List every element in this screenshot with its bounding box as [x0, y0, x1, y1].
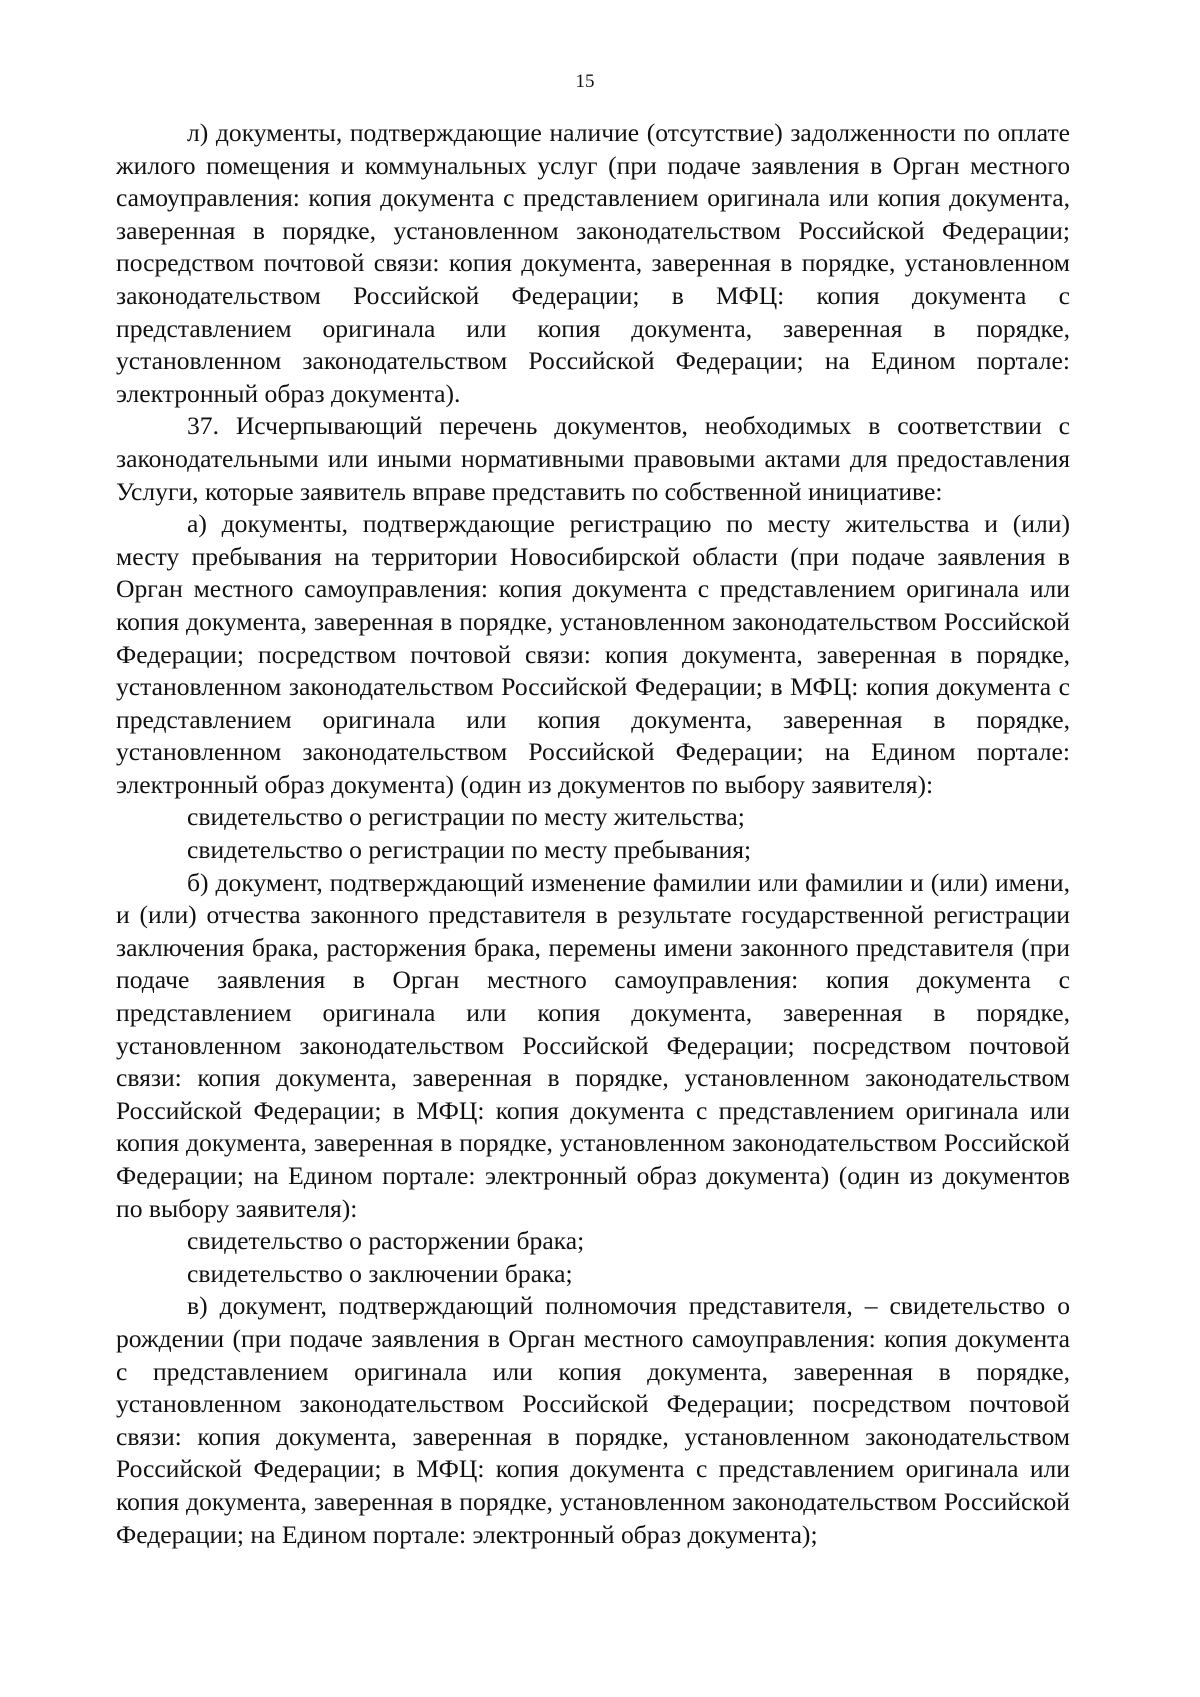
paragraph-item-l: л) документы, подтверждающие наличие (отсутствие) задолженности по оплате жилого помещения и коммунальных услуг (при подаче заявления в Орган местного самоуправления: копия документа с представлением оригинала или копия документа, заверенная в порядке, установленном законодательством Российской Федерации; посредством почтовой связи: копия документа, заверенная в порядке, установленном законодательством Российской Федерации; в МФЦ: копия документа с представлением оригинала или копия документа, заверенная в порядке, установленном законодательством Российской Федерации; на Едином портале: электронный образ документа). [116, 118, 1070, 408]
paragraph-item-a: а) документы, подтверждающие регистрацию по месту жительства и (или) месту пребывания на территории Новосибирской области (при подаче заявления в Орган местного самоуправления: копия документа с представлением оригинала или копия документа, заверенная в порядке, установленном законодательством Российской Федерации; посредством почтовой связи: копия документа, заверенная в порядке, установленном законодательством Российской Федерации; в МФЦ: копия документа с представлением оригинала или копия документа, заверенная в порядке, установленном законодательством Российской Федерации; на Едином портале: электронный образ документа) (один из документов по выбору заявителя): [116, 509, 1070, 799]
paragraph-section-37: 37. Исчерпывающий перечень документов, необходимых в соответствии с законодательными или иными нормативными правовыми актами для предоставления Услуги, которые заявитель вправе представить по собственной инициативе: [116, 411, 1070, 506]
list-item-stay-registration: свидетельство о регистрации по месту пребывания; [187, 835, 752, 865]
document-body [116, 117, 1070, 1551]
list-item-marriage-certificate: свидетельство о заключении брака; [187, 1258, 573, 1288]
list-item-divorce-certificate: свидетельство о расторжении брака; [187, 1226, 585, 1256]
page-number: 15 [575, 71, 595, 92]
list-item-residence-registration: свидетельство о регистрации по месту жительства; [187, 802, 745, 832]
paragraph-item-v: в) документ, подтверждающий полномочия представителя, – свидетельство о рождении (при подаче заявления в Орган местного самоуправления: копия документа с представлением оригинала или копия документа, заверенная в порядке, установленном законодательством Российской Федерации; посредством почтовой связи: копия документа, заверенная в порядке, установленном законодательством Российской Федерации; в МФЦ: копия документа с представлением оригинала или копия документа, заверенная в порядке, установленном законодательством Российской Федерации; на Едином портале: электронный образ документа); [116, 1291, 1070, 1549]
paragraph-item-b: б) документ, подтверждающий изменение фамилии или фамилии и (или) имени, и (или) отчества законного представителя в результате государственной регистрации заключения брака, расторжения брака, перемены имени законного представителя (при подаче заявления в Орган местного самоуправления: копия документа с представлением оригинала или копия документа, заверенная в порядке, установленном законодательством Российской Федерации; посредством почтовой связи: копия документа, заверенная в порядке, установленном законодательством Российской Федерации; в МФЦ: копия документа с представлением оригинала или копия документа, заверенная в порядке, установленном законодательством Российской Федерации; на Едином портале: электронный образ документа) (один из документов по выбору заявителя): [116, 867, 1070, 1223]
